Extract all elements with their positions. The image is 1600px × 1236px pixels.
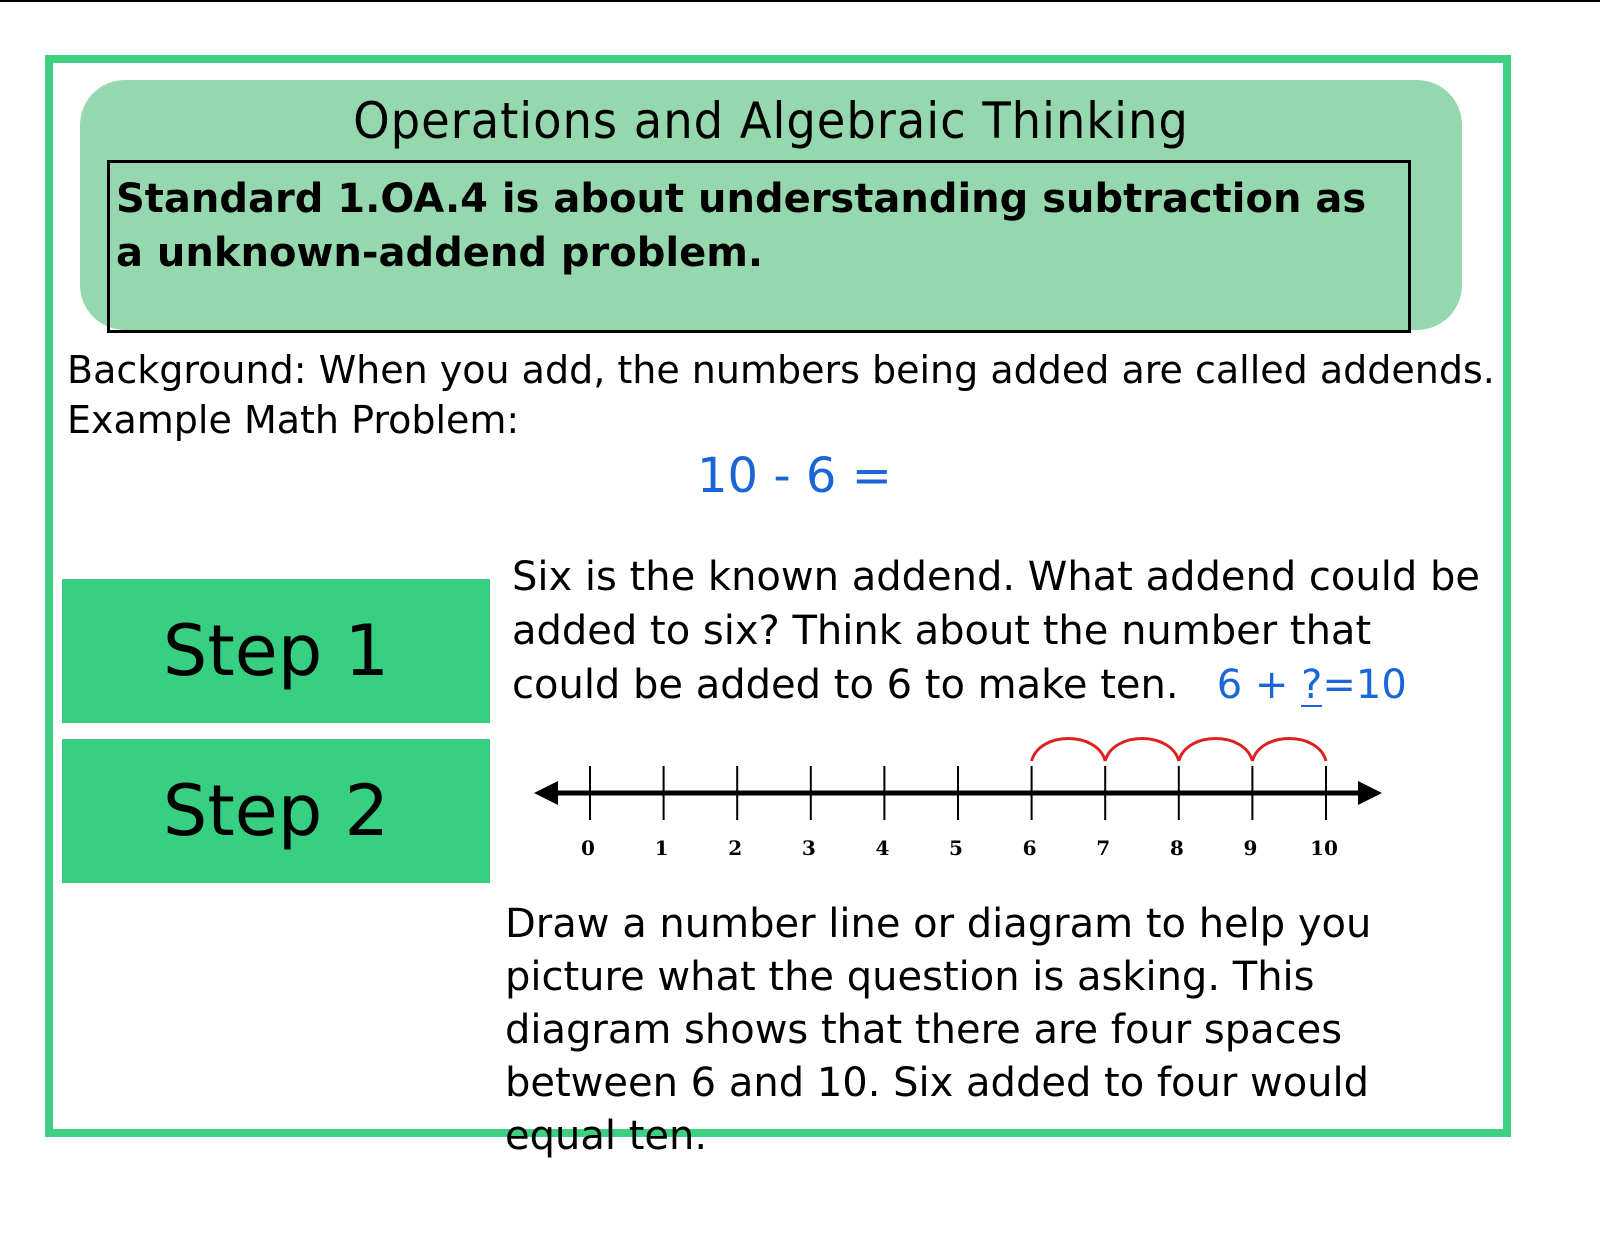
top-divider-line: [0, 0, 1600, 2]
step-1-explanation: [512, 550, 1482, 712]
left-arrow-icon: [534, 781, 558, 805]
tick-label: 6: [1022, 836, 1037, 860]
step-2-label: Step 2: [62, 739, 490, 883]
missing-addend-equation: [1217, 662, 1407, 708]
tick-label: 3: [801, 836, 816, 860]
background-definition: Background: When you add, the numbers being added are called addends.: [67, 348, 1495, 392]
equation-prefix: 6 +: [1216, 662, 1302, 708]
tick-label: 2: [728, 836, 743, 860]
number-line-diagram: [520, 730, 1400, 870]
right-arrow-icon: [1358, 781, 1382, 805]
hop-arc: [1252, 739, 1326, 762]
tick-label: 8: [1169, 836, 1184, 860]
step-1-text: Six is the known addend. What addend could be added to six? Think about the number that could be added to 6 to make ten.: [512, 554, 1480, 708]
hop-arc: [1032, 739, 1106, 762]
background-section: [67, 345, 1495, 445]
unknown-addend-blank: ?: [1301, 662, 1323, 708]
example-equation: 10 - 6 =: [697, 448, 892, 504]
equation-suffix: =10: [1322, 662, 1407, 708]
hop-arc: [1179, 739, 1253, 762]
tick-label: 5: [949, 836, 963, 860]
step-1-label: Step 1: [62, 579, 490, 723]
tick-label: 4: [875, 836, 890, 860]
tick-label: 9: [1243, 836, 1258, 860]
tick-label: 1: [654, 836, 669, 860]
page-title: Operations and Algebraic Thinking: [353, 92, 1189, 150]
tick-label: 10: [1310, 836, 1338, 860]
tick-label: 0: [581, 836, 595, 860]
standard-text: Standard 1.OA.4 is about understanding subtraction as a unknown-addend problem.: [116, 176, 1367, 276]
tick-label: 7: [1096, 836, 1111, 860]
step-2-explanation: Draw a number line or diagram to help you picture what the question is asking. This diagram shows that there are four spaces between 6 and 10. Six added to four would equal ten.: [505, 901, 1372, 1159]
hop-arc: [1105, 739, 1179, 762]
example-label: Example Math Problem:: [67, 398, 520, 442]
